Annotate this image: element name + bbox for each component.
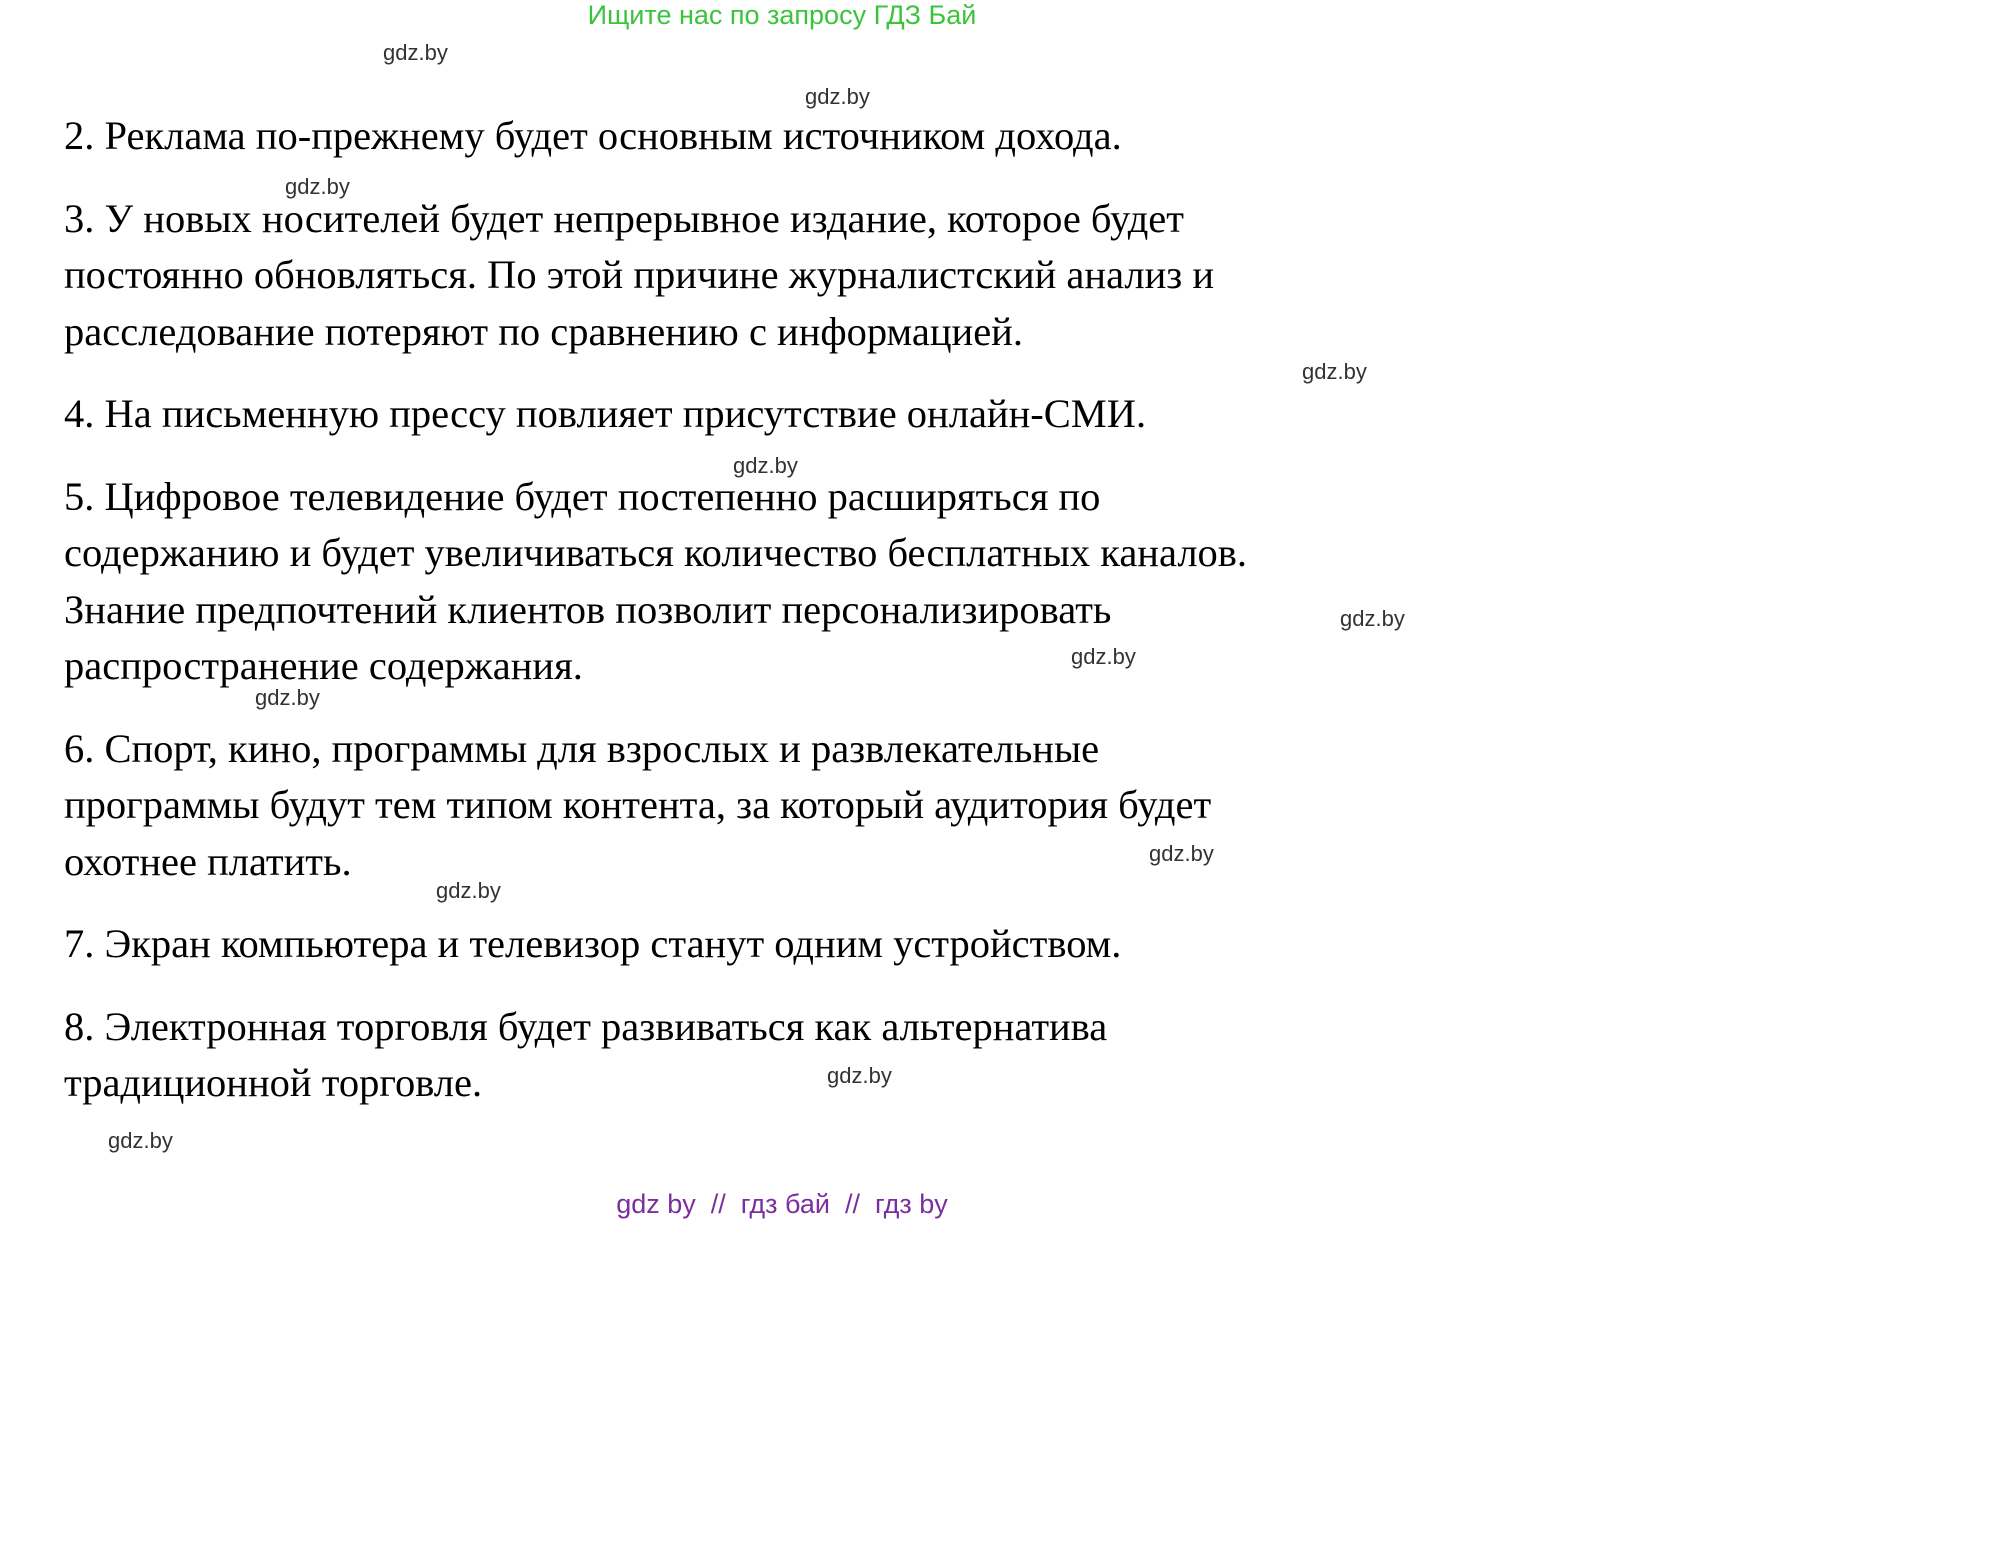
watermark: gdz.by [1149,841,1214,866]
top-banner: Ищите нас по запросу ГДЗ Бай [587,0,977,30]
answer-item-4: 4. На письменную прессу повлияет присутствие онлайн-СМИ. [64,391,1147,436]
watermark: gdz.by [805,84,870,109]
watermark: gdz.by [436,878,501,903]
watermark: gdz.by [255,685,320,710]
footer-links: gdz by // гдз бай // гдз by [616,1189,948,1219]
answer-item-8: 8. Электронная торговля будет развиваться как альтернатива традиционной торговле. [64,1003,1108,1105]
watermark: gdz.by [108,1128,173,1153]
watermark: gdz.by [1071,644,1136,669]
answer-item-5: 5. Цифровое телевидение будет постепенно расширяться по содержанию и будет увеличиваться количество бесплатных каналов. Знание предпочтений клиентов позволит персонализировать распространение содержания. [64,473,1248,688]
answer-item-7: 7. Экран компьютера и телевизор станут одним устройством. [64,921,1122,966]
answer-item-3: 3. У новых носителей будет непрерывное издание, которое будет постоянно обновляться. По этой причине журналистский анализ и расследование потеряют по сравнению с информацией. [64,195,1215,354]
watermark: gdz.by [827,1063,892,1088]
watermark: gdz.by [383,40,448,65]
watermark: gdz.by [733,453,798,478]
watermark: gdz.by [285,174,350,199]
answer-list [64,108,1534,1138]
answer-item-2: 2. Реклама по-прежнему будет основным источником дохода. [64,113,1122,158]
answer-item-6: 6. Спорт, кино, программы для взрослых и развлекательные программы будут тем типом контента, за который аудитория будет охотнее платить. [64,725,1212,884]
watermark: gdz.by [1302,359,1367,384]
watermark: gdz.by [1340,606,1405,631]
